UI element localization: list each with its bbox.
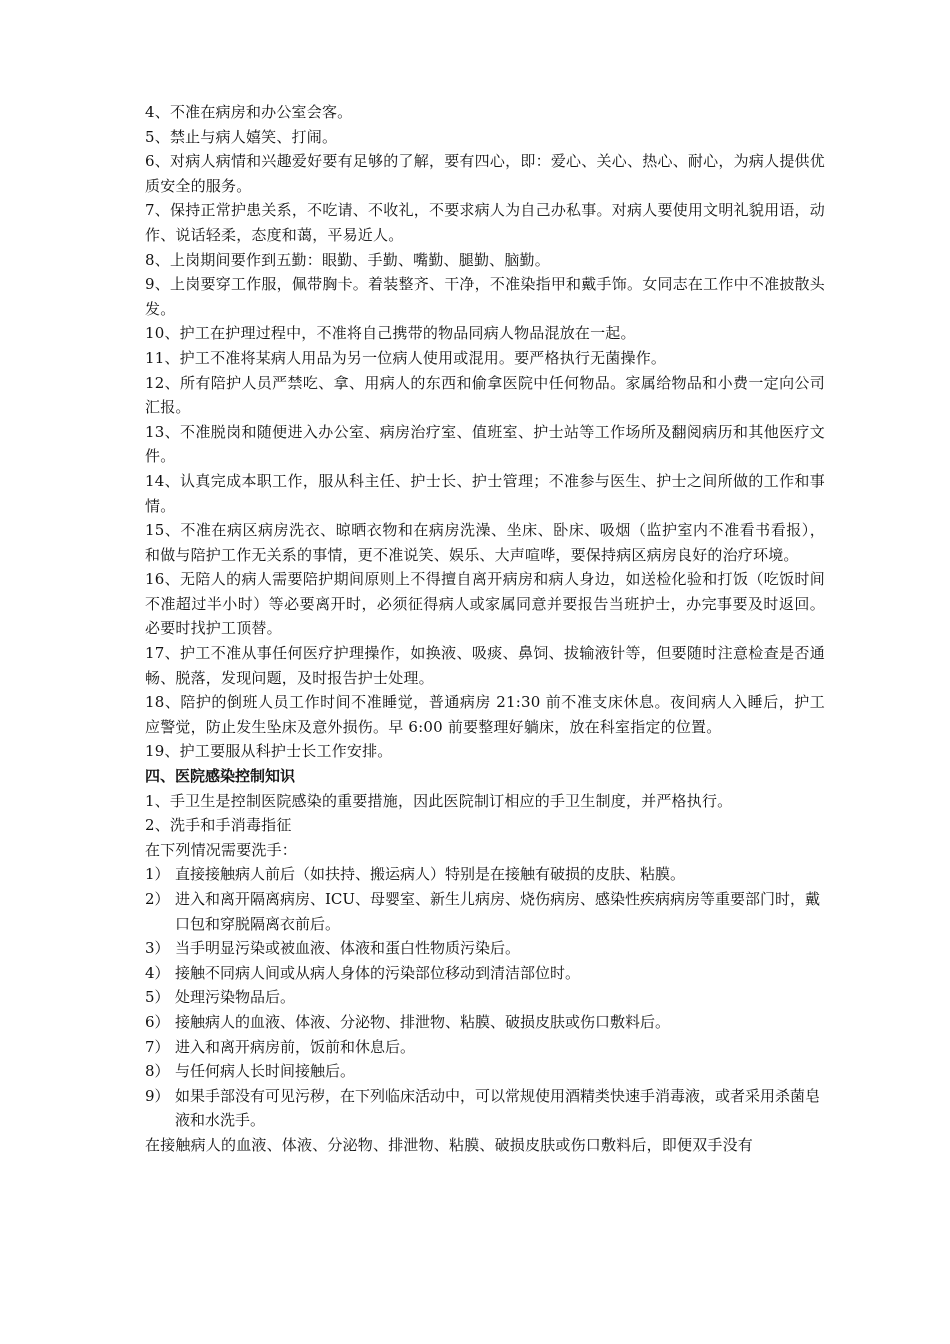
list-item-text: 当手明显污染或被血液、体液和蛋白性物质污染后。 [175,939,521,958]
section-intro-wash-cases: 在下列情况需要洗手： [145,840,298,859]
list-item [145,1059,825,1084]
rule-6: 6、对病人病情和兴趣爱好要有足够的了解，要有四心，即：爱心、关心、热心、耐心，为病人提供优质安全的服务。 [145,152,825,195]
list-item [145,887,825,936]
rule-8: 8、上岗期间要作到五勤：眼勤、手勤、嘴勤、腿勤、脑勤。 [145,250,550,269]
list-item-number: 1） [145,865,170,884]
list-item-text: 进入和离开隔离病房、ICU、母婴室、新生儿病房、烧伤病房、感染性疾病病房等重要部门时，戴口包和穿脱隔离衣前后。 [175,890,821,933]
list-item-number: 6） [145,1012,170,1031]
document-page [145,100,825,1158]
list-item-text: 直接接触病人前后（如扶持、搬运病人）特别是在接触有破损的皮肤、粘膜。 [175,865,686,884]
rule-14: 14、认真完成本职工作，服从科主任、护士长、护士管理；不准参与医生、护士之间所做的工作和事情。 [145,471,825,515]
section-intro-hand-hygiene: 1、手卫生是控制医院感染的重要措施，因此医院制订相应的手卫生制度，并严格执行。 [145,791,733,810]
list-item-number: 4） [145,963,170,982]
list-item-text: 处理污染物品后。 [175,988,296,1007]
list-item-text: 如果手部没有可见污秽，在下列临床活动中，可以常规使用酒精类快速手消毒液，或者采用杀菌皂液和水洗手。 [175,1086,821,1130]
rule-5: 5、禁止与病人嬉笑、打闹。 [145,127,338,146]
list-item-text: 接触病人的血液、体液、分泌物、排泄物、粘膜、破损皮肤或伤口敷料后。 [175,1012,671,1031]
rule-7: 7、保持正常护患关系，不吃请、不收礼，不要求病人为自己办私事。对病人要使用文明礼貌用语，动作、说话轻柔，态度和蔼，平易近人。 [145,201,825,244]
list-item [145,985,825,1010]
rule-15: 15、不准在病区病房洗衣、晾晒衣物和在病房洗澡、坐床、卧床、吸烟（监护室内不准看书看报），和做与陪护工作无关系的事情，更不准说笑、娱乐、大声喧哗，要保持病区病房良好的治疗环境。 [145,521,825,564]
rule-12: 12、所有陪护人员严禁吃、拿、用病人的东西和偷拿医院中任何物品。家属给物品和小费一定向公司汇报。 [145,373,825,417]
list-item [145,862,825,887]
list-item [145,1010,825,1035]
list-item-text: 接触不同病人间或从病人身体的污染部位移动到清洁部位时。 [175,963,581,982]
rule-10: 10、护工在护理过程中，不准将自己携带的物品同病人物品混放在一起。 [145,324,636,343]
rule-13: 13、不准脱岗和随便进入办公室、病房治疗室、值班室、护士站等工作场所及翻阅病历和其他医疗文件。 [145,422,825,466]
list-item-number: 5） [145,988,170,1007]
rule-11: 11、护工不准将某病人用品为另一位病人使用或混用。要严格执行无菌操作。 [145,348,667,367]
rule-16: 16、无陪人的病人需要陪护期间原则上不得擅自离开病房和病人身边，如送检化验和打饭（吃饭时间不准超过半小时）等必要离开时，必须征得病人或家属同意并要报告当班护士，办完事要及时返回。必要时找护工顶替。 [145,570,825,638]
rule-19: 19、护工要服从科护士长工作安排。 [145,742,393,761]
list-item-number: 7） [145,1037,170,1056]
list-item [145,1084,825,1133]
list-item-number: 2） [145,890,170,908]
closing-paragraph: 在接触病人的血液、体液、分泌物、排泄物、粘膜、破损皮肤或伤口敷料后，即便双手没有 [145,1135,754,1154]
rule-17: 17、护工不准从事任何医疗护理操作，如换液、吸痰、鼻饲、拔输液针等，但要随时注意检查是否通畅、脱落，发现问题，及时报告护士处理。 [145,644,825,687]
list-item-number: 8） [145,1062,170,1081]
rule-18: 18、陪护的倒班人员工作时间不准睡觉，普通病房 21:30 前不准支床休息。夜间病人入睡后，护工应警觉，防止发生坠床及意外损伤。早 6:00 前要整理好躺床，放在科室指定的位置。 [145,693,825,736]
list-item [145,936,825,961]
list-item-text: 与任何病人长时间接触后。 [175,1062,356,1081]
handwash-list [145,862,825,1133]
list-item [145,961,825,986]
list-item-number: 3） [145,939,170,958]
section-intro-indications: 2、洗手和手消毒指征 [145,816,292,835]
list-item-number: 9） [145,1086,170,1105]
rule-9: 9、上岗要穿工作服，佩带胸卡。着装整齐、干净，不准染指甲和戴手饰。女同志在工作中不准披散头发。 [145,275,825,318]
list-item [145,1035,825,1060]
section-heading: 四、医院感染控制知识 [145,767,296,786]
list-item-text: 进入和离开病房前，饭前和休息后。 [175,1037,416,1056]
rule-4: 4、不准在病房和办公室会客。 [145,103,353,121]
